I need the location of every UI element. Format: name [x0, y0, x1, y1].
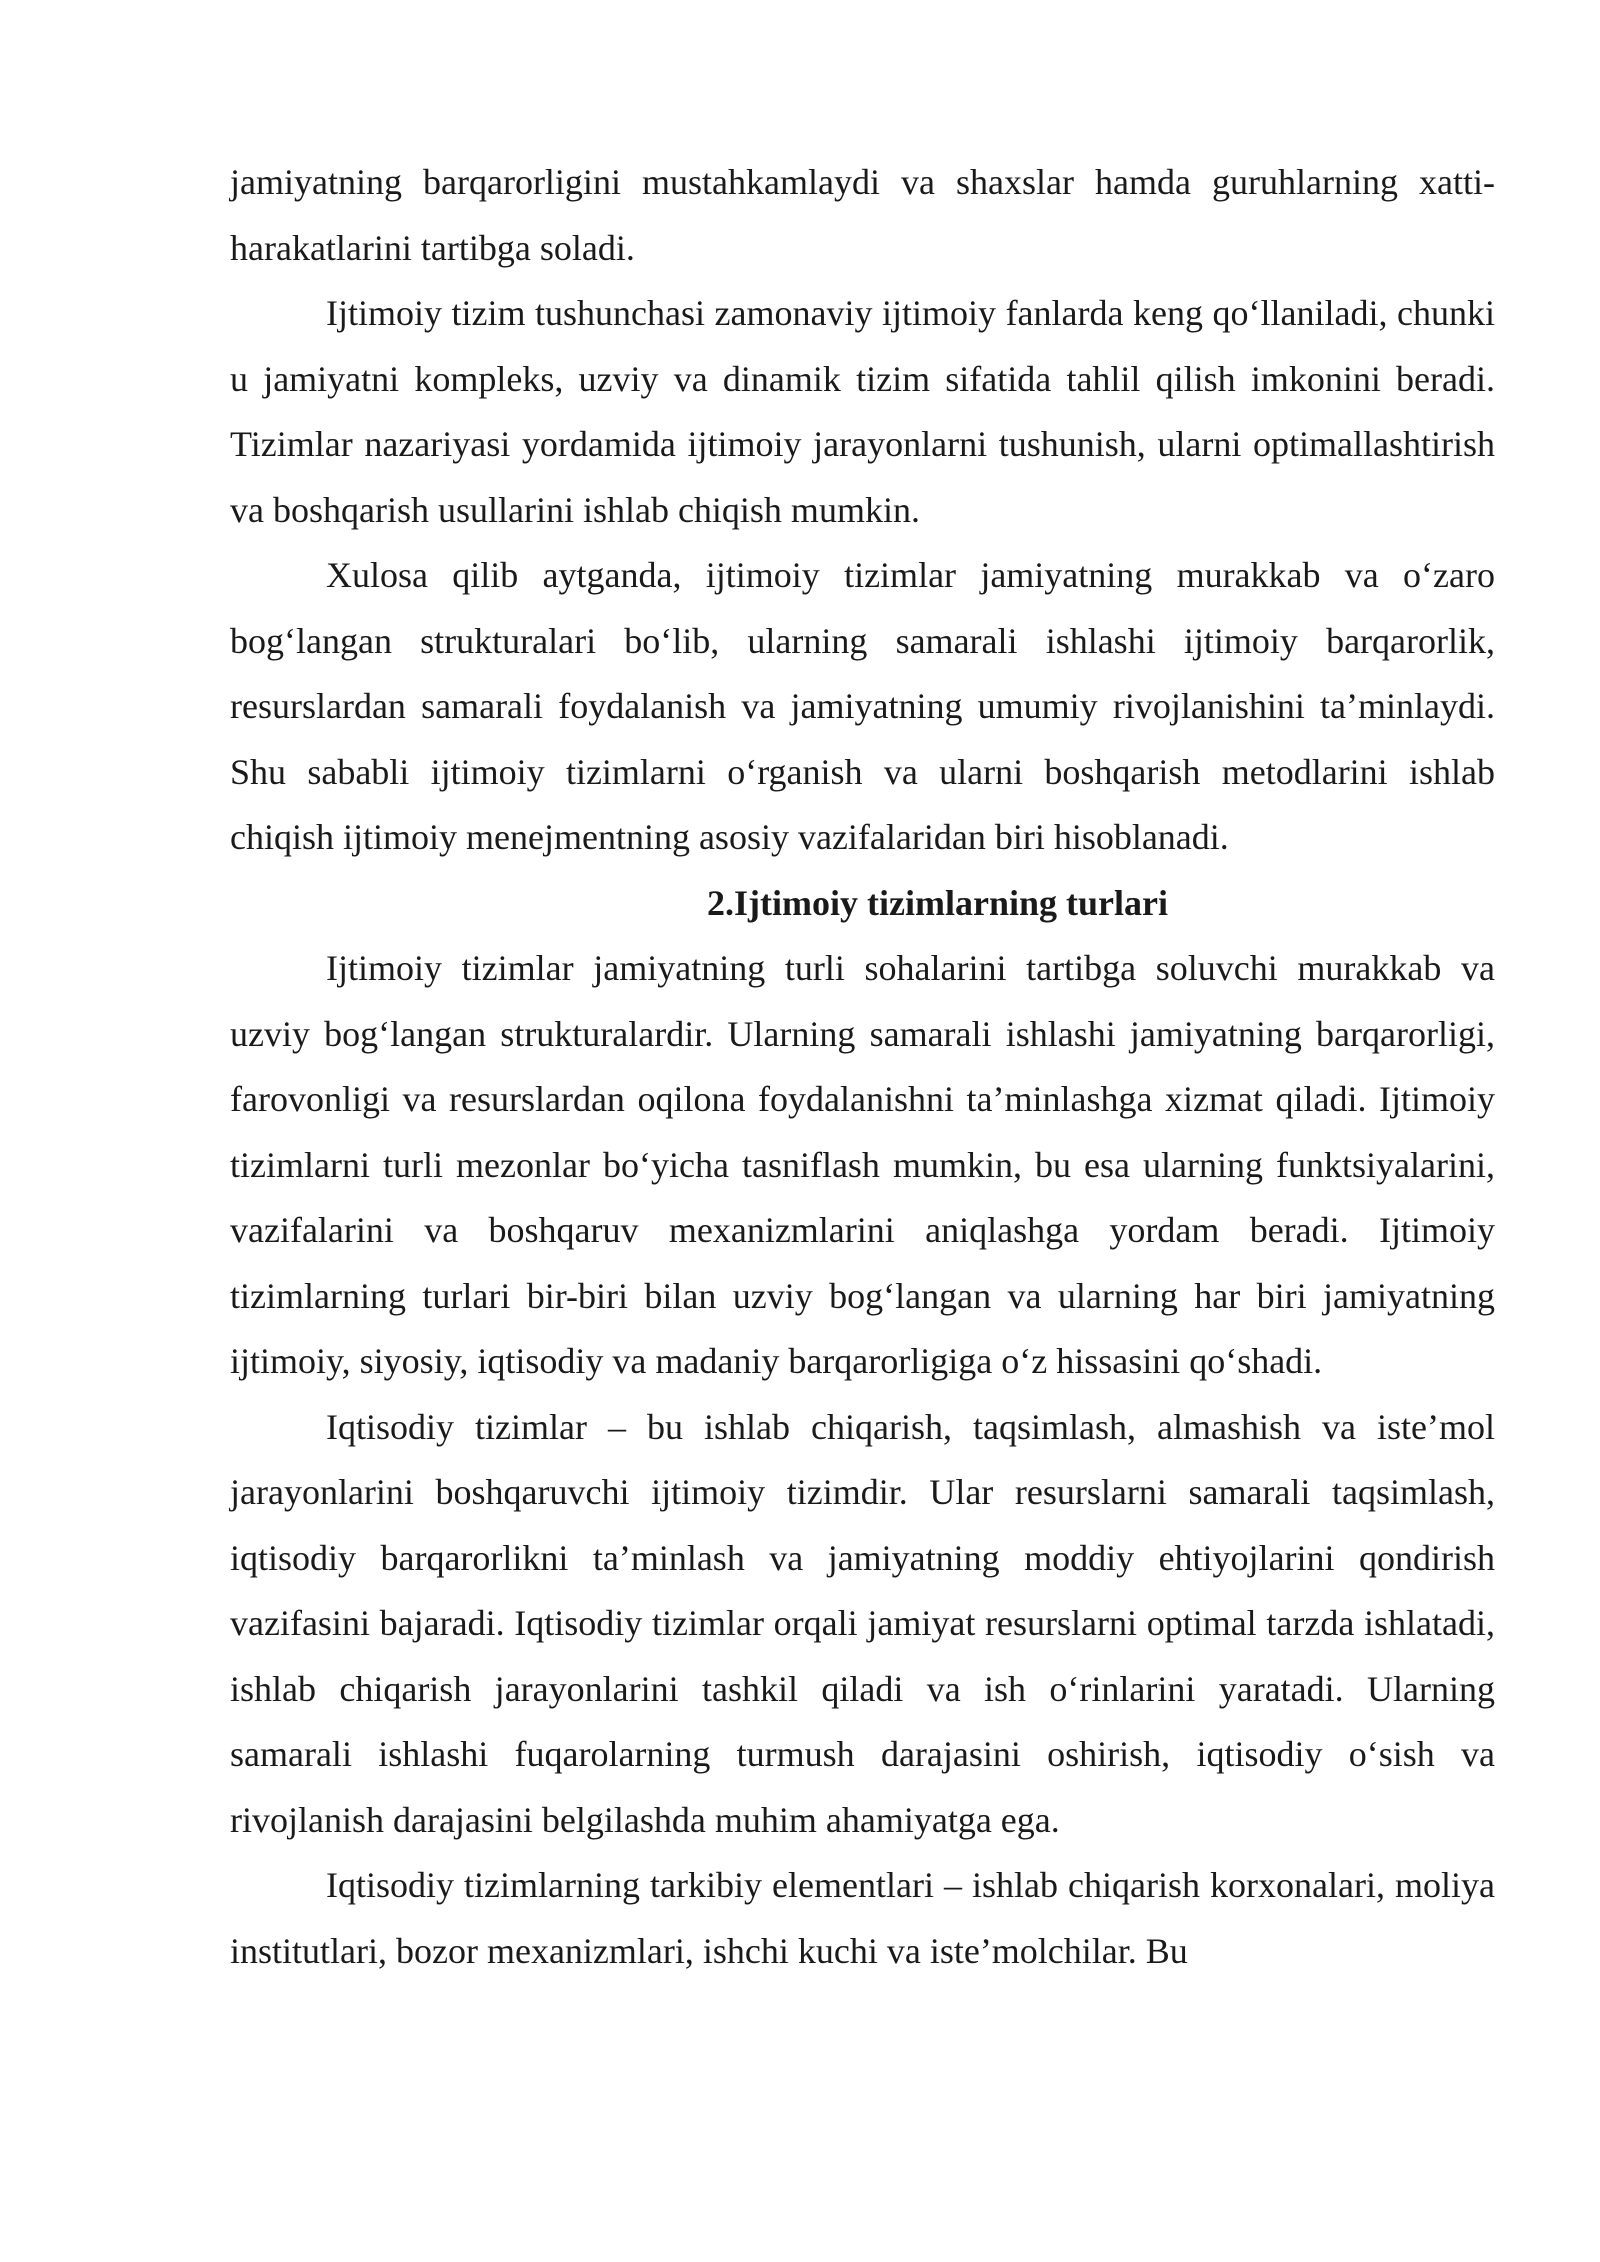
paragraph-continuation: jamiyatning barqarorligini mustahkamlaydi va shaxslar hamda guruhlarning xatti-harakatlarini tartibga soladi.	[230, 162, 1495, 268]
section-heading: 2.Ijtimoiy tizimlarning turlari	[707, 882, 1168, 923]
paragraph-economic-elements: Iqtisodiy tizimlarning tarkibiy elementlari – ishlab chiqarish korxonalari, moliya institutlari, bozor mexanizmlari, ishchi kuchi va iste’molchilar. Bu	[230, 1865, 1495, 1971]
paragraph-conclusion: Xulosa qilib aytganda, ijtimoiy tizimlar jamiyatning murakkab va o‘zaro bog‘langan strukturalari bo‘lib, ularning samarali ishlashi ijtimoiy barqarorlik, resurslardan samarali foydalanish va jamiyatning umumiy rivojlanishini ta’minlaydi. Shu sababli ijtimoiy tizimlarni o‘rganish va ularni boshqarish metodlarini ishlab chiqish ijtimoiy menejmentning asosiy vazifalaridan biri hisoblanadi.	[230, 555, 1495, 857]
paragraph-social-systems-types: Ijtimoiy tizimlar jamiyatning turli sohalarini tartibga soluvchi murakkab va uzviy bog‘langan strukturalardir. Ularning samarali ishlashi jamiyatning barqarorligi, farovonligi va resurslardan oqilona foydalanishni ta’minlashga xizmat qiladi. Ijtimoiy tizimlarni turli mezonlar bo‘yicha tasniflash mumkin, bu esa ularning funktsiyalarini, vazifalarini va boshqaruv mexanizmlarini aniqlashga yordam beradi. Ijtimoiy tizimlarning turlari bir-biri bilan uzviy bog‘langan va ularning har biri jamiyatning ijtimoiy, siyosiy, iqtisodiy va madaniy barqarorligiga o‘z hissasini qo‘shadi.	[230, 948, 1495, 1381]
paragraph-social-system-concept: Ijtimoiy tizim tushunchasi zamonaviy ijtimoiy fanlarda keng qo‘llaniladi, chunki u jamiyatni kompleks, uzviy va dinamik tizim sifatida tahlil qilish imkonini beradi. Tizimlar nazariyasi yordamida ijtimoiy jarayonlarni tushunish, ularni optimallashtirish va boshqarish usullarini ishlab chiqish mumkin.	[230, 293, 1495, 530]
document-page	[230, 150, 1495, 1984]
paragraph-economic-systems: Iqtisodiy tizimlar – bu ishlab chiqarish, taqsimlash, almashish va iste’mol jarayonlarini boshqaruvchi ijtimoiy tizimdir. Ular resurslarni samarali taqsimlash, iqtisodiy barqarorlikni ta’minlash va jamiyatning moddiy ehtiyojlarini qondirish vazifasini bajaradi. Iqtisodiy tizimlar orqali jamiyat resurslarni optimal tarzda ishlatadi, ishlab chiqarish jarayonlarini tashkil qiladi va ish o‘rinlarini yaratadi. Ularning samarali ishlashi fuqarolarning turmush darajasini oshirish, iqtisodiy o‘sish va rivojlanish darajasini belgilashda muhim ahamiyatga ega.	[230, 1406, 1495, 1840]
